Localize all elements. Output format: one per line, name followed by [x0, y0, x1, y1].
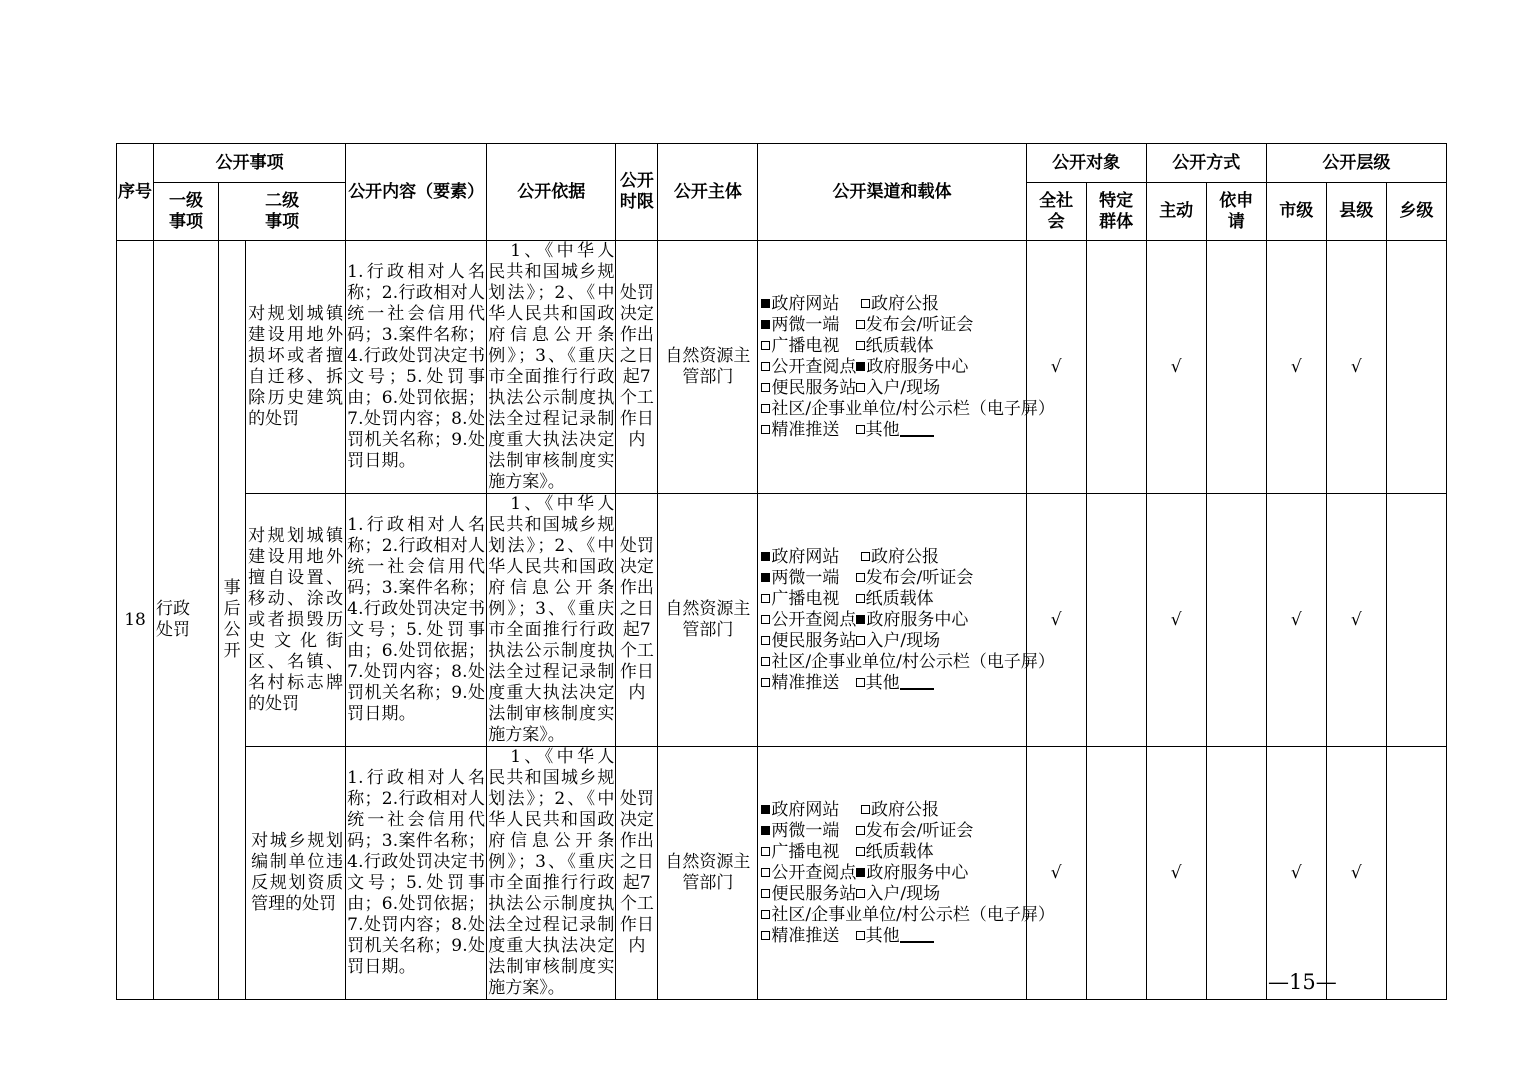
checkbox-icon	[761, 615, 770, 624]
table-row	[117, 747, 1447, 1000]
disclosure-table	[116, 143, 1447, 1000]
tick-target-all: √	[1026, 494, 1086, 747]
checkbox-icon	[856, 868, 865, 877]
checkbox-icon	[856, 678, 865, 687]
checkbox-icon	[761, 594, 770, 603]
fill-in-blank	[900, 676, 934, 690]
channel-label: 发布会/听证会	[865, 314, 974, 335]
channel-line	[761, 800, 1025, 821]
header-method-active: 主动	[1146, 183, 1206, 241]
header-level2: 二级事项	[219, 183, 346, 241]
header-method-request: 依申请	[1206, 183, 1266, 241]
fill-in-blank	[900, 929, 934, 943]
tick-target-specific	[1086, 494, 1146, 747]
checkbox-icon	[761, 320, 770, 329]
item-basis: 1、《中华人民共和国城乡规划法》；2、《中华人民共和国政府信息公开条例》；3、《重庆市全面推行行政执法公示制度执法全过程记录制度重大执法决定法制审核制度实施方案》。	[488, 747, 615, 998]
channel-line	[761, 610, 1025, 631]
channel-label: 政府网站	[771, 546, 840, 567]
item-basis: 1、《中华人民共和国城乡规划法》；2、《中华人民共和国政府信息公开条例》；3、《重庆市全面推行行政执法公示制度执法全过程记录制度重大执法决定法制审核制度实施方案》。	[488, 241, 615, 492]
checkbox-icon	[856, 889, 865, 898]
channel-line	[761, 336, 1025, 357]
item-name: 对城乡规划编制单位违反规划资质管理的处罚	[246, 747, 346, 1000]
checkbox-icon	[761, 678, 770, 687]
channel-label: 精准推送	[771, 672, 840, 693]
header-target-all: 全社会	[1026, 183, 1086, 241]
channel-label: 其他	[865, 419, 900, 440]
checkbox-icon	[761, 383, 770, 392]
channel-line	[761, 294, 1025, 315]
checkbox-icon	[856, 931, 865, 940]
header-method: 公开方式	[1146, 144, 1266, 183]
channel-line	[761, 378, 1025, 399]
item-subject: 自然资源主管部门	[658, 241, 758, 494]
checkbox-icon	[761, 341, 770, 350]
channel-label: 便民服务站	[771, 377, 857, 398]
channel-label: 广播电视	[771, 588, 840, 609]
item-channels	[758, 241, 1055, 494]
tick-target-specific	[1086, 747, 1146, 1000]
header-items: 公开事项	[154, 144, 346, 183]
tick-level-county: √	[1326, 241, 1386, 494]
checkbox-icon	[761, 299, 770, 308]
item-channels	[758, 747, 1055, 1000]
channel-label: 入户/现场	[866, 630, 941, 651]
channel-label: 纸质载体	[865, 841, 934, 862]
tick-target-specific	[1086, 241, 1146, 494]
checkbox-icon	[861, 805, 870, 814]
channel-label: 其他	[865, 672, 900, 693]
header-level-town: 乡级	[1386, 183, 1446, 241]
row-disclosure-phase: 事后公开	[219, 241, 246, 1000]
channel-label: 政府公报	[871, 546, 940, 567]
channel-label: 广播电视	[771, 335, 840, 356]
channel-line	[761, 631, 1025, 652]
item-content: 1.行政相对人名称；2.行政相对人统一社会信用代码；3.案件名称；4.行政处罚决定书文号；5.处罚事由；6.处罚依据；7.处罚内容；8.处罚机关名称；9.处罚日期。	[346, 747, 487, 1000]
checkbox-icon	[856, 341, 865, 350]
row-level1: 行政处罚	[154, 241, 219, 1000]
tick-level-county: √	[1326, 494, 1386, 747]
channel-line	[761, 357, 1025, 378]
channel-label: 政府服务中心	[866, 862, 969, 883]
channel-line	[761, 420, 1025, 441]
tick-method-active: √	[1146, 241, 1206, 494]
channel-label: 政府公报	[871, 293, 940, 314]
channel-label: 其他	[865, 925, 900, 946]
fill-in-blank	[900, 423, 934, 437]
checkbox-icon	[856, 383, 865, 392]
channel-line	[761, 651, 1055, 673]
checkbox-icon	[761, 910, 770, 919]
item-content: 1.行政相对人名称；2.行政相对人统一社会信用代码；3.案件名称；4.行政处罚决定书文号；5.处罚事由；6.处罚依据；7.处罚内容；8.处罚机关名称；9.处罚日期。	[346, 494, 487, 747]
checkbox-icon	[856, 573, 865, 582]
checkbox-icon	[761, 657, 770, 666]
channel-line	[761, 398, 1055, 420]
channel-label: 纸质载体	[865, 588, 934, 609]
item-subject: 自然资源主管部门	[658, 747, 758, 1000]
checkbox-icon	[856, 362, 865, 371]
checkbox-icon	[761, 573, 770, 582]
channel-line	[761, 315, 1025, 336]
tick-method-request	[1206, 494, 1266, 747]
tick-level-county: √	[1326, 747, 1386, 1000]
channel-label: 公开查阅点	[771, 609, 857, 630]
channel-label: 便民服务站	[771, 630, 857, 651]
tick-method-request	[1206, 241, 1266, 494]
checkbox-icon	[761, 425, 770, 434]
channel-line	[761, 821, 1025, 842]
item-channels	[758, 494, 1055, 747]
tick-level-city: √	[1266, 494, 1326, 747]
channel-label: 两微一端	[771, 567, 840, 588]
tick-level-town	[1386, 747, 1446, 1000]
checkbox-icon	[856, 425, 865, 434]
header-content: 公开内容（要素）	[346, 144, 487, 241]
tick-level-town	[1386, 241, 1446, 494]
item-name: 对规划城镇建设用地外损坏或者擅自迁移、拆除历史建筑的处罚	[246, 241, 346, 494]
channel-line	[761, 589, 1025, 610]
checkbox-icon	[856, 320, 865, 329]
row-seq: 18	[117, 241, 154, 1000]
header-level-city: 市级	[1266, 183, 1326, 241]
channel-label: 社区/企事业单位/村公示栏（电子屏）	[771, 651, 1055, 672]
channel-label: 便民服务站	[771, 883, 857, 904]
checkbox-icon	[761, 552, 770, 561]
checkbox-icon	[861, 299, 870, 308]
header-seq: 序号	[117, 144, 154, 241]
channel-label: 政府网站	[771, 293, 840, 314]
header-channels: 公开渠道和载体	[758, 144, 1026, 241]
checkbox-icon	[761, 847, 770, 856]
header-level1: 一级事项	[154, 183, 219, 241]
checkbox-icon	[761, 868, 770, 877]
tick-method-active: √	[1146, 747, 1206, 1000]
table-row	[117, 241, 1447, 494]
table-row	[117, 494, 1447, 747]
channel-line	[761, 863, 1025, 884]
checkbox-icon	[856, 615, 865, 624]
page-number: —15—	[1268, 970, 1337, 994]
header-time-limit: 公开时限	[616, 144, 658, 241]
item-time-limit: 处罚决定作出之日起7个工作日内	[616, 241, 658, 494]
channel-label: 发布会/听证会	[865, 567, 974, 588]
channel-line	[761, 547, 1025, 568]
channel-label: 公开查阅点	[771, 356, 857, 377]
tick-target-all: √	[1026, 747, 1086, 1000]
checkbox-icon	[761, 889, 770, 898]
checkbox-icon	[761, 805, 770, 814]
channel-line	[761, 904, 1055, 926]
checkbox-icon	[856, 847, 865, 856]
checkbox-icon	[856, 594, 865, 603]
channel-label: 政府服务中心	[866, 609, 969, 630]
checkbox-icon	[861, 552, 870, 561]
checkbox-icon	[856, 636, 865, 645]
channel-label: 政府网站	[771, 799, 840, 820]
channel-line	[761, 568, 1025, 589]
checkbox-icon	[761, 826, 770, 835]
channel-label: 发布会/听证会	[865, 820, 974, 841]
channel-label: 两微一端	[771, 820, 840, 841]
channel-label: 纸质载体	[865, 335, 934, 356]
channel-line	[761, 673, 1025, 694]
header-subject: 公开主体	[658, 144, 758, 241]
channel-line	[761, 926, 1025, 947]
checkbox-icon	[856, 826, 865, 835]
channel-label: 公开查阅点	[771, 862, 857, 883]
channel-label: 入户/现场	[866, 377, 941, 398]
tick-level-town	[1386, 494, 1446, 747]
channel-label: 精准推送	[771, 419, 840, 440]
checkbox-icon	[761, 931, 770, 940]
checkbox-icon	[761, 636, 770, 645]
item-subject: 自然资源主管部门	[658, 494, 758, 747]
tick-method-active: √	[1146, 494, 1206, 747]
channel-line	[761, 884, 1025, 905]
channel-label: 广播电视	[771, 841, 840, 862]
channel-label: 社区/企事业单位/村公示栏（电子屏）	[771, 398, 1055, 419]
channel-label: 政府服务中心	[866, 356, 969, 377]
tick-level-city: √	[1266, 747, 1326, 1000]
channel-label: 政府公报	[871, 799, 940, 820]
header-level: 公开层级	[1266, 144, 1446, 183]
tick-target-all: √	[1026, 241, 1086, 494]
channel-line	[761, 842, 1025, 863]
channel-label: 两微一端	[771, 314, 840, 335]
tick-level-city: √	[1266, 241, 1326, 494]
channel-label: 社区/企事业单位/村公示栏（电子屏）	[771, 904, 1055, 925]
header-target-specific: 特定群体	[1086, 183, 1146, 241]
checkbox-icon	[761, 362, 770, 371]
header-basis: 公开依据	[487, 144, 616, 241]
header-row-1	[117, 144, 1447, 183]
checkbox-icon	[761, 404, 770, 413]
channel-label: 精准推送	[771, 925, 840, 946]
tick-method-request	[1206, 747, 1266, 1000]
item-name: 对规划城镇建设用地外擅自设置、移动、涂改或者损毁历史文化街区、名镇、名村标志牌的处罚	[246, 494, 346, 747]
channel-label: 入户/现场	[866, 883, 941, 904]
item-time-limit: 处罚决定作出之日起7个工作日内	[616, 747, 658, 1000]
header-level-county: 县级	[1326, 183, 1386, 241]
item-time-limit: 处罚决定作出之日起7个工作日内	[616, 494, 658, 747]
item-basis: 1、《中华人民共和国城乡规划法》；2、《中华人民共和国政府信息公开条例》；3、《重庆市全面推行行政执法公示制度执法全过程记录制度重大执法决定法制审核制度实施方案》。	[488, 494, 615, 745]
item-content: 1.行政相对人名称；2.行政相对人统一社会信用代码；3.案件名称；4.行政处罚决定书文号；5.处罚事由；6.处罚依据；7.处罚内容；8.处罚机关名称；9.处罚日期。	[346, 241, 487, 494]
header-target: 公开对象	[1026, 144, 1146, 183]
